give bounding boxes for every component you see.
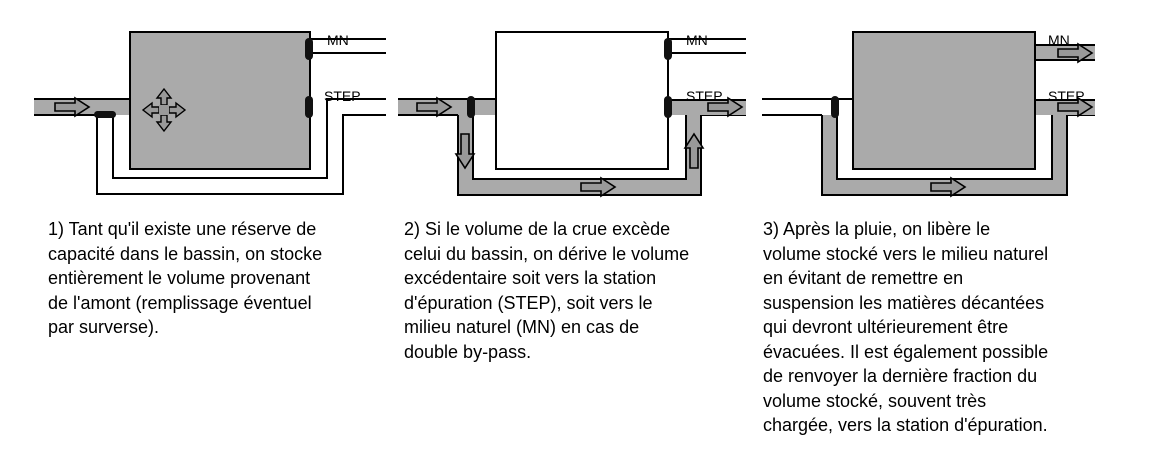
caption-1 bbox=[48, 217, 322, 340]
caption-line: 1) Tant qu'il existe une réserve de bbox=[48, 219, 317, 239]
valve-icon bbox=[305, 38, 313, 60]
caption-line: d'épuration (STEP), soit vers le bbox=[404, 292, 653, 313]
storage-basin bbox=[496, 32, 668, 169]
label-step: STEP bbox=[324, 88, 361, 104]
caption-line: milieu naturel (MN) en cas de bbox=[404, 317, 640, 337]
caption-line: double by-pass. bbox=[404, 341, 532, 362]
label-mn: MN bbox=[327, 32, 349, 48]
caption-line: volume stocké vers le milieu naturel bbox=[763, 243, 1049, 264]
storage-basin bbox=[130, 32, 310, 169]
caption-line: suspension les matières décantées bbox=[763, 292, 1045, 313]
diagrams-canvas bbox=[0, 0, 1163, 210]
valve-icon bbox=[831, 96, 839, 118]
caption-line: chargée, vers la station d'épuration. bbox=[763, 415, 1048, 435]
caption-line: entièrement le volume provenant bbox=[48, 268, 311, 288]
valve-icon bbox=[664, 38, 672, 60]
label-mn: MN bbox=[1048, 32, 1070, 48]
label-step: STEP bbox=[686, 88, 723, 104]
diagram-1 bbox=[34, 32, 386, 194]
caption-line: 2) Si le volume de la crue excède bbox=[404, 219, 671, 239]
valve-icon bbox=[664, 96, 672, 118]
caption-line: de l'amont (remplissage éventuel bbox=[48, 292, 312, 313]
storage-basin bbox=[853, 32, 1035, 169]
diagram-3 bbox=[762, 32, 1095, 196]
caption-3 bbox=[763, 217, 1048, 438]
valve-icon bbox=[467, 96, 475, 118]
caption-line: qui devront ultérieurement être bbox=[763, 317, 1009, 337]
caption-line: de renvoyer la dernière fraction du bbox=[763, 366, 1038, 386]
caption-line: celui du bassin, on dérive le volume bbox=[404, 243, 690, 264]
diagram-2 bbox=[398, 32, 746, 196]
caption-line: évacuées. Il est également possible bbox=[763, 341, 1049, 362]
caption-2 bbox=[404, 217, 689, 364]
caption-line: en évitant de remettre en bbox=[763, 268, 964, 288]
label-mn: MN bbox=[686, 32, 708, 48]
caption-line: volume stocké, souvent très bbox=[763, 390, 987, 411]
caption-line: 3) Après la pluie, on libère le bbox=[763, 219, 991, 239]
caption-line: capacité dans le bassin, on stocke bbox=[48, 243, 323, 264]
valve-icon bbox=[305, 96, 313, 118]
caption-line: par surverse). bbox=[48, 317, 160, 337]
caption-line: excédentaire soit vers la station bbox=[404, 268, 657, 288]
label-step: STEP bbox=[1048, 88, 1085, 104]
valve-icon bbox=[94, 111, 116, 118]
